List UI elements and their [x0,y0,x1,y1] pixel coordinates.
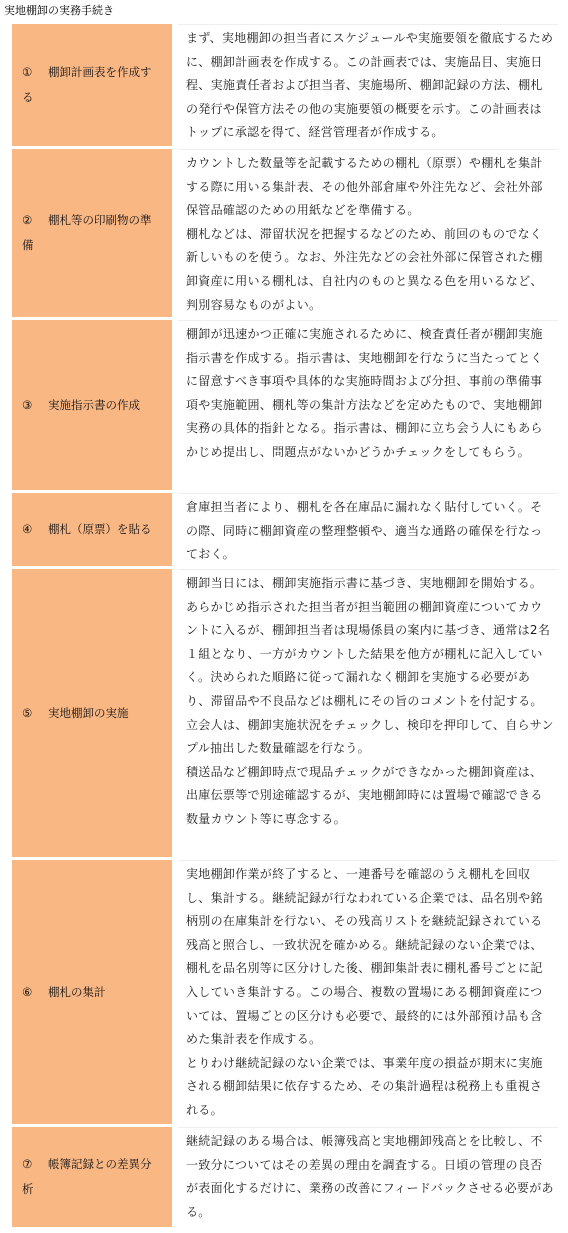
procedure-row-2 [12,149,558,317]
detail-cell [178,320,558,490]
step-number: ① [22,65,33,79]
detail-paragraph: 積送品など棚卸時点で現品チェックができなかった棚卸資産は、出庫伝票等で別途確認するが、実地棚卸時には置場で確認できる数量カウント等に専念する。 [186,764,543,826]
procedure-row-7 [12,1127,558,1227]
step-title: 実施指示書の作成 [48,397,140,412]
detail-paragraph: 棚卸当日には、棚卸実施指示書に基づき、実地棚卸を開始する。あらかじめ指示された担当者が担当範囲の棚卸資産についてカウントに入るが、棚卸担当者は現場係員の案内に基づき、通常は2名１組となり、一方がカウントした結果を他方が棚札に記入していく。決められた順路に従って漏れなく棚卸を実施する必要があり、滞留品や不良品などは棚札にその旨のコメントを付記する。 [186,576,551,708]
step-title: 棚札（原票）を貼る [48,522,152,536]
detail-cell [178,24,558,146]
detail-paragraph: 立会人は、棚卸実施状況をチェックし、検印を押印して、自らサンプル抽出した数量確認を行なう。 [186,717,554,756]
step-cell [12,24,172,146]
detail-cell [178,860,558,1124]
step-label [22,701,129,726]
procedure-row-1 [12,24,558,146]
step-label [22,208,160,258]
detail-cell [178,569,558,857]
step-title: 棚札の集計 [48,984,106,999]
procedure-row-6 [12,860,558,1124]
step-cell [12,320,172,490]
step-label [22,517,152,542]
step-label [22,60,160,110]
step-label [22,1152,160,1202]
detail-paragraph: まず、実地棚卸の担当者にスケジュールや実施要領を徹底するために、棚卸計画表を作成する。この計画表では、実施品目、実施日程、実施責任者および担当者、実施場所、棚卸記録の方法、棚札の発行や保管方法その他の実施要領の概要を示す。この計画表はトップに承認を得て、経営管理者が作成する。 [186,31,554,140]
step-cell [12,149,172,317]
detail-paragraph: とりわけ継続記録のない企業では、事業年度の損益が期末に実施される棚卸結果に依存するため、その集計過程は税務上も重視される。 [186,1055,543,1117]
step-cell [12,860,172,1124]
detail-cell [178,1127,558,1227]
step-number: ⑦ [22,1157,33,1171]
detail-paragraph: 倉庫担当者により、棚札を各在庫品に漏れなく貼付していく。その際、同時に棚卸資産の整理整頓や、適当な通路の確保を行なっておく。 [186,500,543,562]
step-number: ④ [22,522,33,536]
step-number: ⑥ [22,984,33,999]
step-label [22,393,140,418]
procedure-row-4 [12,493,558,566]
step-cell [12,569,172,857]
detail-paragraph: 棚卸が迅速かつ正確に実施されるために、検査責任者が棚卸実施指示書を作成する。指示書は、実地棚卸を行なうに当たってとくに留意すべき事項や具体的な実施時間および分担、事前の準備事項や実施範囲、棚札等の集計方法などを定めたもので、実地棚卸実務の具体的指針となる。指示書は、棚卸に立ち会う人にもあらかじめ提出し、問題点がないかどうかチェックをしてもらう。 [186,327,543,459]
step-title: 棚卸計画表を作成する [22,65,152,104]
step-label [22,980,106,1005]
detail-paragraph: カウントした数量等を記載するための棚札（原票）や棚札を集計する際に用いる集計表、その他外部倉庫や外注先など、会社外部保管品確認のための用紙などを準備する。 [186,156,543,218]
step-number: ② [22,213,33,227]
step-title: 実地棚卸の実施 [48,705,129,720]
step-cell [12,493,172,566]
step-number: ③ [22,397,33,412]
page-title: 実地棚卸の実務手続き [4,4,114,17]
procedure-row-5 [12,569,558,857]
step-number: ⑤ [22,705,33,720]
step-title: 帳簿記録との差異分析 [22,1157,152,1196]
detail-paragraph: 棚札などは、滞留状況を把握するなどのため、前回のものでなく新しいものを使う。なお、外注先などの会社外部に保管された棚卸資産に用いる棚札は、自社内のものと異なる色を用いるなど、判別容易なものがよい。 [186,226,543,312]
detail-cell [178,149,558,317]
step-title: 棚札等の印刷物の準備 [22,213,152,252]
detail-paragraph: 継続記録のある場合は、帳簿残高と実地棚卸残高とを比較し、不一致分についてはその差異の理由を調査する。日頃の管理の良否が表面化するだけに、業務の改善にフィードバックさせる必要がある。 [186,1134,554,1219]
step-cell [12,1127,172,1227]
detail-cell [178,493,558,566]
detail-paragraph: 実地棚卸作業が終了すると、一連番号を確認のうえ棚札を回収し、集計する。継続記録が行なわれている企業では、品名別や銘柄別の在庫集計を行ない、その残高リストを継続記録されている残高と照合し、一致状況を確かめる。継続記録のない企業では、棚札を品名別等に区分けした後、棚卸集計表に棚札番号ごとに記入していき集計する。この場合、複数の置場にある棚卸資産については、置場ごとの区分けも必要で、最終的には外部預け品も含めた集計表を作成する。 [186,867,543,1047]
procedure-row-3 [12,320,558,490]
